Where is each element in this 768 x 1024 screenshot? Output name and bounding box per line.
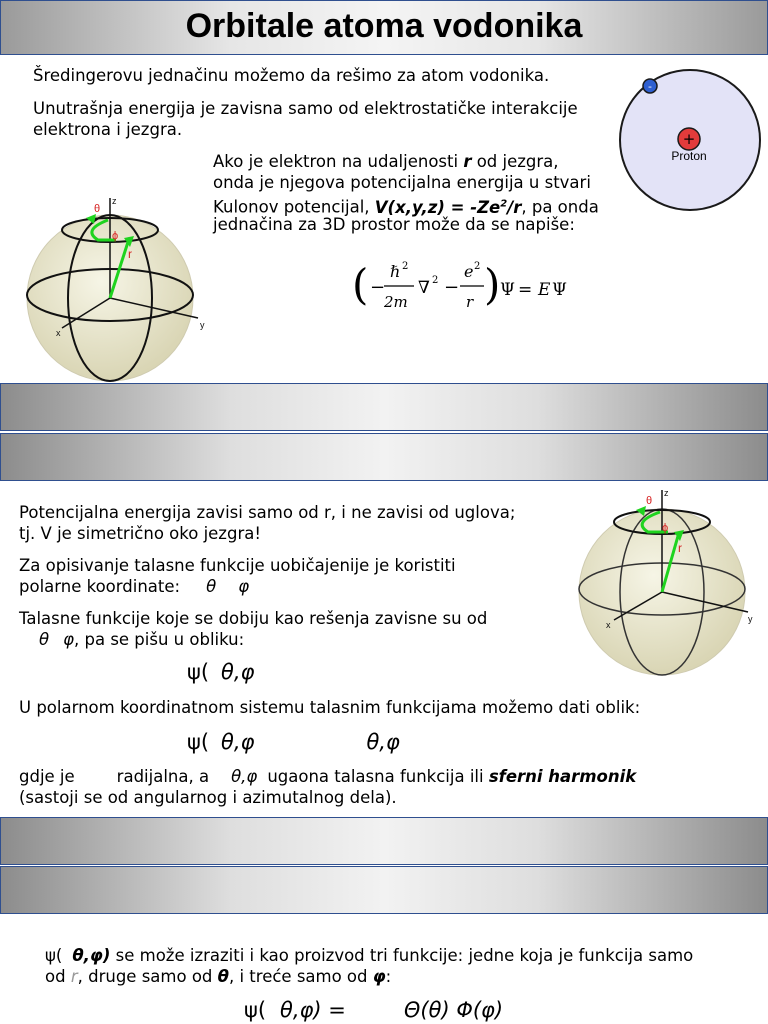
section3-line-2: od r, druge samo od θ, i treće samo od φ: bbox=[45, 967, 392, 986]
section2-paragraph-4: U polarnom koordinatnom sistemu talasnim funkcijama možemo dati oblik: bbox=[19, 698, 641, 717]
eq-psi-2: Ψ bbox=[552, 280, 567, 300]
divider-band-3 bbox=[0, 817, 768, 865]
svg-text:2: 2 bbox=[432, 275, 439, 286]
coulomb-formula: $V(x,y,z) = -Ze^2/r$ bbox=[374, 197, 522, 217]
section1-paragraph-2-line-1: Unutrašnja energija je zavisna samo od elektrostatičke interakcije bbox=[33, 99, 578, 118]
divider-band-2 bbox=[0, 433, 768, 481]
section2-paragraph-3-line-2: θ φ, pa se pišu u obliku: bbox=[39, 630, 245, 649]
section2-paragraph-5-line-2: (sastoji se od angularnog i azimutalnog dela). bbox=[19, 788, 397, 807]
theta-label-2: θ bbox=[646, 495, 653, 507]
section2-paragraph-2-line-1: Za opisivanje talasne funkcije uobičajenije je koristiti bbox=[19, 556, 456, 575]
eq-minus-2: − bbox=[444, 277, 460, 298]
divider-band-1 bbox=[0, 383, 768, 431]
schrodinger-equation bbox=[350, 255, 590, 325]
section2-paragraph-1-line-1: Potencijalna energija zavisi samo od r, i ne zavisi od uglova; bbox=[19, 503, 516, 522]
divider-band-4 bbox=[0, 866, 768, 914]
svg-text:2: 2 bbox=[474, 261, 481, 272]
eq-2m: 2m bbox=[384, 293, 408, 311]
eq-psi-1: Ψ bbox=[500, 280, 515, 300]
psi-form-2: ψ( θ,φ θ,φ bbox=[187, 730, 400, 754]
section2-paragraph-5-line-1: gdje je radijalna, a θ,φ ugaona talasna funkcija ili sferni harmonik bbox=[19, 767, 637, 786]
z-axis-label-2: z bbox=[664, 488, 669, 498]
section2-paragraph-1-line-2: tj. V je simetrično oko jezgra! bbox=[19, 524, 261, 543]
section1-paragraph-1: Šredingerovu jednačinu možemo da rešimo za atom vodonika. bbox=[33, 66, 550, 85]
phi-label-2: ϕ bbox=[662, 522, 669, 534]
eq-E: E bbox=[538, 280, 551, 300]
svg-text:): ) bbox=[484, 260, 501, 309]
y-axis-label: y bbox=[200, 320, 205, 330]
eq-e: e bbox=[464, 262, 474, 281]
psi-form-1: ψ( θ,φ bbox=[187, 660, 255, 684]
eq-hbar: ℏ bbox=[390, 262, 401, 281]
r-label: r bbox=[128, 247, 132, 261]
section1-paragraph-3-line-1: Ako je elektron na udaljenosti r od jezgra, bbox=[213, 152, 559, 171]
section1-paragraph-3-line-3: Kulonov potencijal, $V(x,y,z) = -Ze^2/r$, pa onda bbox=[213, 197, 599, 217]
section1-paragraph-2-line-2: elektrona i jezgra. bbox=[33, 120, 183, 139]
proton-sign: + bbox=[682, 130, 696, 148]
eq-minus-1: − bbox=[370, 277, 386, 298]
section3-line-1: ψ( θ,φ) se može izraziti i kao proizvod tri funkcije: jedne koja je funkcija samo bbox=[45, 946, 694, 965]
eq-nabla: ∇ bbox=[418, 278, 430, 298]
svg-text:2: 2 bbox=[402, 261, 409, 272]
x-axis-label: x bbox=[56, 328, 61, 338]
y-axis-label-2: y bbox=[748, 614, 753, 624]
x-axis-label-2: x bbox=[606, 620, 611, 630]
phi-label: ϕ bbox=[112, 230, 119, 242]
svg-text:(: ( bbox=[352, 260, 369, 309]
electron-sign: - bbox=[648, 80, 652, 93]
theta-label: θ bbox=[94, 203, 101, 215]
proton-label: Proton bbox=[671, 149, 707, 163]
section1-paragraph-3-line-2: onda je njegova potencijalna energija u stvari bbox=[213, 173, 591, 192]
slide-title: Orbitale atoma vodonika bbox=[185, 7, 583, 45]
spherical-coordinates-diagram-2 bbox=[572, 486, 768, 678]
section2-paragraph-3-line-1: Talasne funkcije koje se dobiju kao rešenja zavisne su od bbox=[19, 609, 488, 628]
section2-paragraph-2-line-2: polarne koordinate: θ φ bbox=[19, 577, 250, 596]
r-label-2: r bbox=[678, 541, 682, 555]
eq-r: r bbox=[466, 293, 474, 311]
section1-paragraph-3-line-4: jednačina za 3D prostor može da se napiše: bbox=[213, 215, 575, 234]
spherical-coordinates-diagram-1 bbox=[20, 190, 220, 385]
eq-equals: = bbox=[518, 280, 533, 300]
hydrogen-atom-diagram bbox=[618, 68, 768, 220]
z-axis-label: z bbox=[112, 196, 117, 206]
section3-formula: ψ( θ,φ) = Θ(θ) Φ(φ) bbox=[244, 998, 504, 1022]
